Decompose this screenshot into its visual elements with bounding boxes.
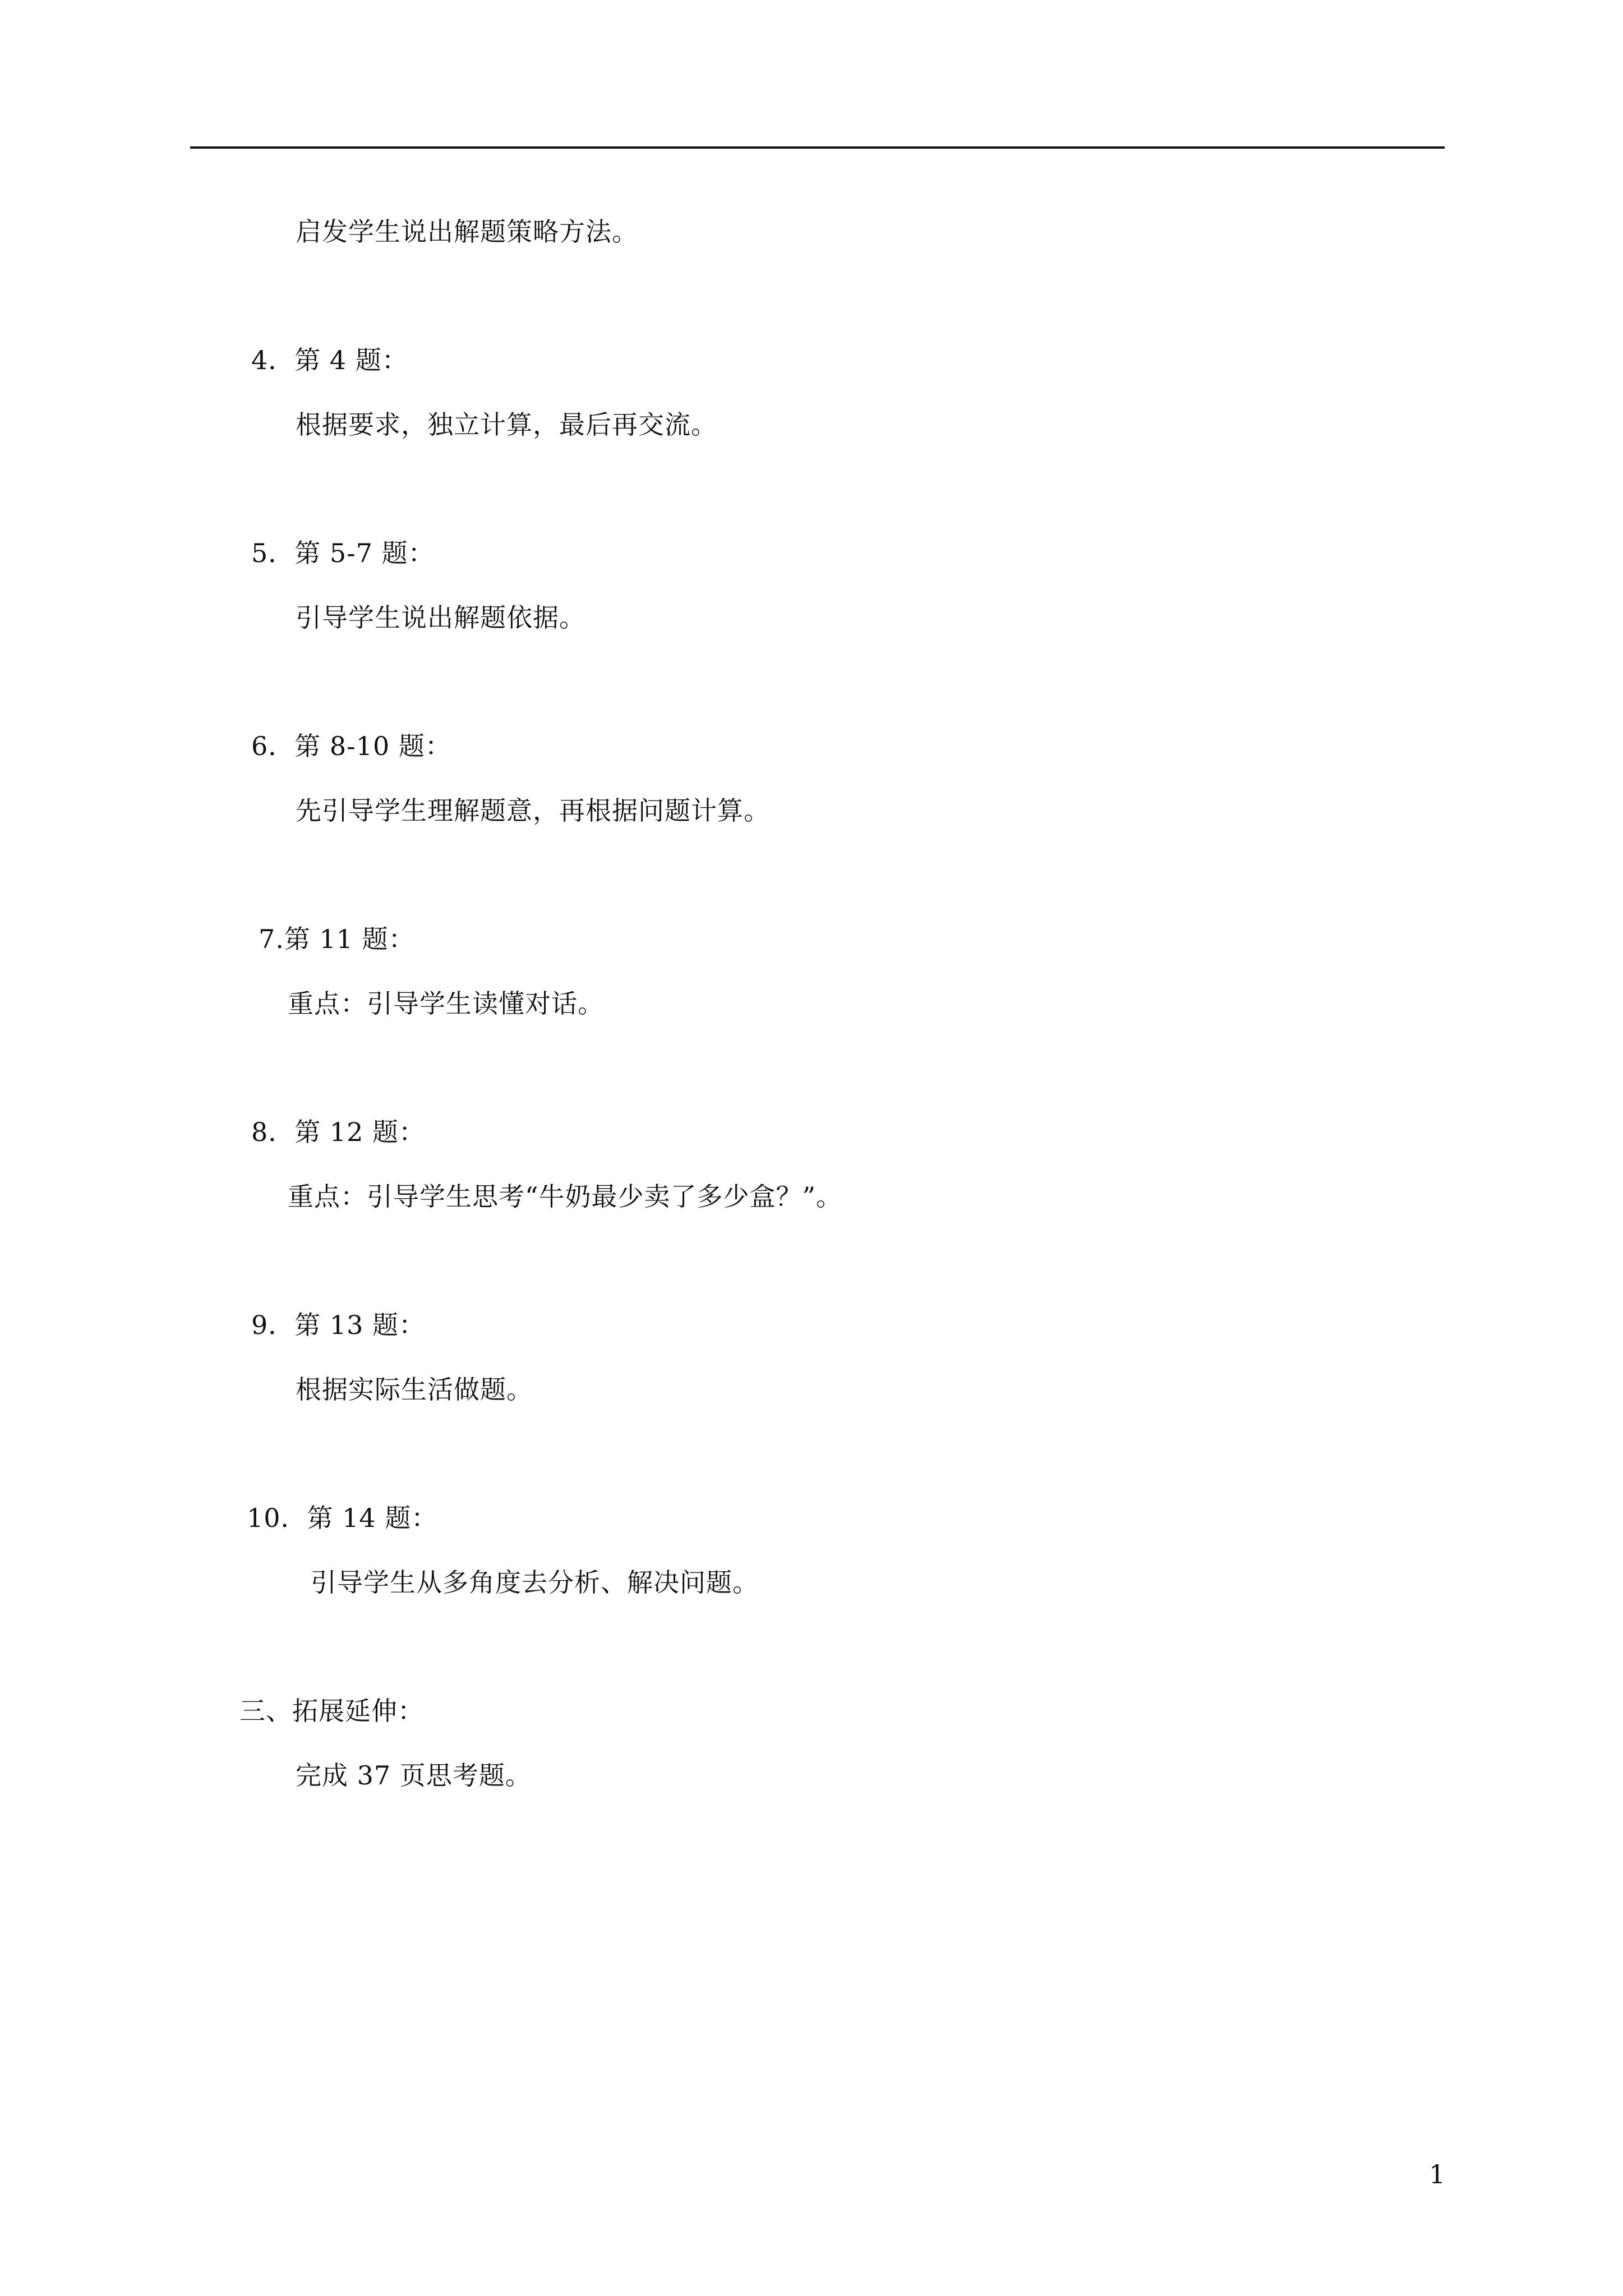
item-heading-7: 7.第 11 题：: [259, 924, 415, 954]
item-heading-10: 10．第 14 题：: [247, 1503, 438, 1533]
text-line-item-5: 引导学生说出解题依据。: [296, 602, 585, 633]
text-line-strategy: 启发学生说出解题策略方法。: [296, 217, 638, 247]
item-heading-9: 9．第 13 题：: [251, 1310, 426, 1340]
item-heading-5: 5．第 5-7 题：: [251, 538, 435, 568]
text-line-item-8: 重点：引导学生思考“牛奶最少卖了多少盒？”。: [288, 1181, 843, 1212]
text-line-item-6: 先引导学生理解题意，再根据问题计算。: [296, 795, 770, 826]
text-line-item-7: 重点：引导学生读懂对话。: [288, 988, 604, 1019]
text-line-item-4: 根据要求，独立计算，最后再交流。: [296, 409, 717, 440]
text-line-extension: 完成 37 页思考题。: [296, 1760, 532, 1791]
section-heading-extension: 三、拓展延伸：: [239, 1696, 424, 1726]
page-number: 1: [1429, 2159, 1446, 2189]
header-rule: [190, 146, 1445, 149]
item-heading-6: 6．第 8-10 题：: [251, 731, 451, 761]
item-heading-4: 4．第 4 题：: [251, 345, 408, 375]
text-line-item-9: 根据实际生活做题。: [296, 1374, 533, 1405]
item-heading-8: 8．第 12 题：: [251, 1117, 426, 1147]
text-line-item-10: 引导学生从多角度去分析、解决问题。: [311, 1567, 759, 1598]
